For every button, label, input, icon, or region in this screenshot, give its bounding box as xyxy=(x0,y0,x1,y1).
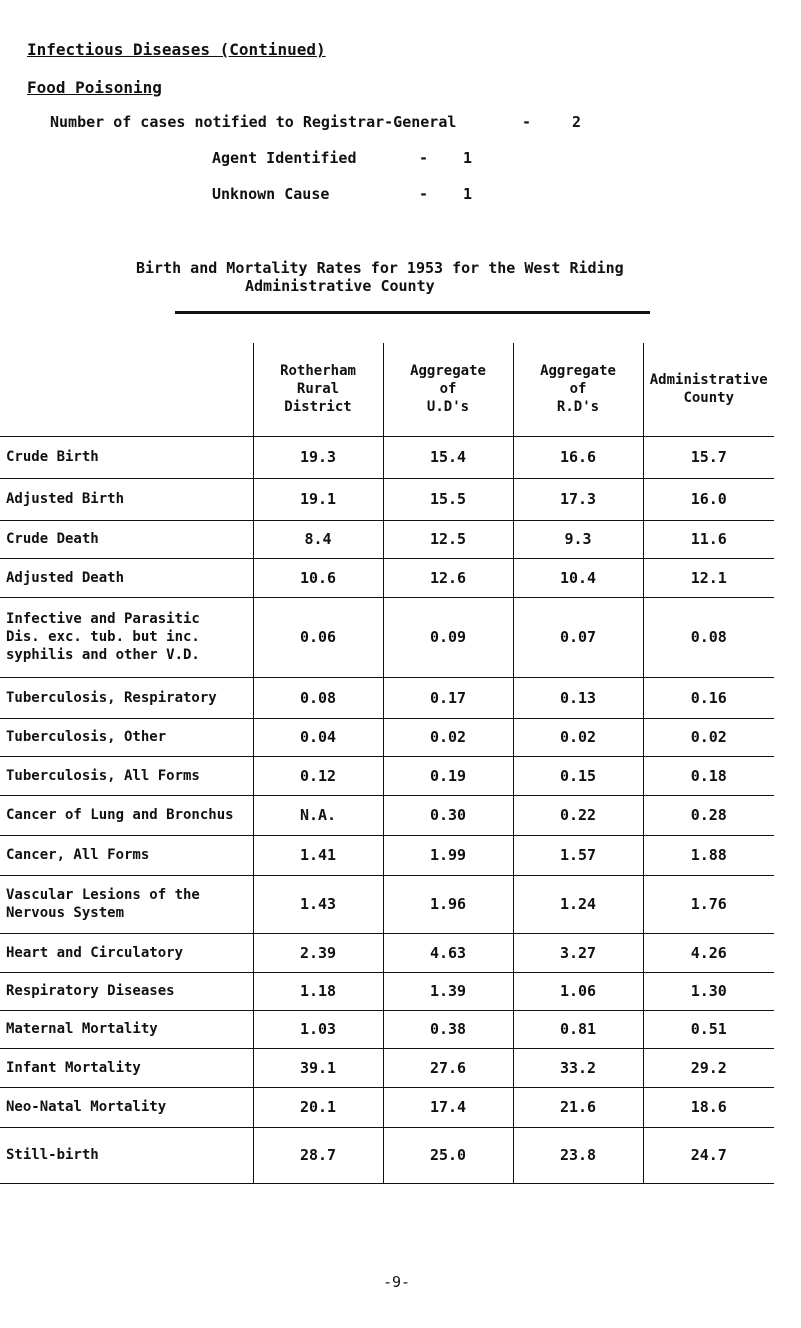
rate-value: 1.99 xyxy=(383,835,513,875)
row-label xyxy=(0,1010,253,1048)
row-label-line: Adjusted Birth xyxy=(6,491,125,507)
agent-identified-value: 1 xyxy=(463,149,473,167)
rate-value: 20.1 xyxy=(253,1087,383,1127)
rate-value: 0.28 xyxy=(643,795,774,835)
rate-value: 0.17 xyxy=(383,677,513,718)
row-label xyxy=(0,597,253,677)
cases-notified-label: Number of cases notified to Registrar-General xyxy=(50,113,457,131)
row-label-line: Tuberculosis, All Forms xyxy=(6,767,200,784)
rate-value: 17.4 xyxy=(383,1087,513,1127)
row-label-line: Adjusted Death xyxy=(6,569,125,586)
rate-value: 0.19 xyxy=(383,756,513,795)
row-label xyxy=(0,1048,253,1087)
table-row xyxy=(0,835,774,875)
column-header xyxy=(513,343,643,436)
rate-value: 0.02 xyxy=(383,718,513,756)
rate-value: 4.63 xyxy=(383,933,513,972)
rate-value: 0.51 xyxy=(643,1010,774,1048)
row-label-line: Dis. exc. tub. but inc. xyxy=(6,629,200,645)
rates-title-line1: Birth and Mortality Rates for 1953 for the West Riding xyxy=(136,259,624,277)
rate-value: 0.09 xyxy=(383,597,513,677)
table-row xyxy=(0,520,774,558)
rate-value: 25.0 xyxy=(383,1127,513,1183)
rate-value: 0.12 xyxy=(253,756,383,795)
rate-value: 15.4 xyxy=(383,436,513,478)
rate-value: 12.1 xyxy=(643,558,774,597)
column-header xyxy=(253,343,383,436)
rate-value: 1.43 xyxy=(253,875,383,933)
row-label-line: Respiratory Diseases xyxy=(6,983,175,999)
row-label xyxy=(0,478,253,520)
table-row xyxy=(0,478,774,520)
page-number: -9- xyxy=(383,1273,411,1291)
unknown-cause-label: Unknown Cause xyxy=(212,185,330,203)
rate-value: 1.03 xyxy=(253,1010,383,1048)
column-header-line: R.D's xyxy=(556,399,600,416)
row-label xyxy=(0,1087,253,1127)
rate-value: 4.26 xyxy=(643,933,774,972)
rate-value: 0.02 xyxy=(643,718,774,756)
rate-value: 10.6 xyxy=(253,558,383,597)
rate-value: 19.1 xyxy=(253,478,383,520)
column-header-line: U.D's xyxy=(426,399,470,416)
rate-value: 1.57 xyxy=(513,835,643,875)
row-label-line: Crude Death xyxy=(6,531,99,547)
rate-value: 18.6 xyxy=(643,1087,774,1127)
section-heading: Infectious Diseases (Continued) xyxy=(27,40,326,59)
rate-value: 12.6 xyxy=(383,558,513,597)
unknown-cause-dash: - xyxy=(419,185,429,203)
row-label-line: Vascular Lesions of the xyxy=(6,887,200,903)
unknown-cause-value: 1 xyxy=(463,185,473,203)
table-row xyxy=(0,875,774,933)
row-label-line: Tuberculosis, Respiratory xyxy=(6,689,217,706)
table-row xyxy=(0,1087,774,1127)
rate-value: 1.39 xyxy=(383,972,513,1010)
rate-value: 0.15 xyxy=(513,756,643,795)
row-label-line: Crude Birth xyxy=(6,449,99,465)
rate-value: 21.6 xyxy=(513,1087,643,1127)
rates-table xyxy=(0,343,774,1184)
rate-value: 1.96 xyxy=(383,875,513,933)
table-row xyxy=(0,1010,774,1048)
rate-value: 15.5 xyxy=(383,478,513,520)
row-label xyxy=(0,718,253,756)
rate-value: 33.2 xyxy=(513,1048,643,1087)
table-row xyxy=(0,756,774,795)
header-blank-cell xyxy=(0,343,253,436)
rate-value: 19.3 xyxy=(253,436,383,478)
row-label-line: Tuberculosis, Other xyxy=(6,729,167,745)
rate-value: 0.16 xyxy=(643,677,774,718)
rate-value: 0.06 xyxy=(253,597,383,677)
column-header-line: Aggregate xyxy=(540,363,616,380)
rate-value: 15.7 xyxy=(643,436,774,478)
row-label-line: Infant Mortality xyxy=(6,1059,141,1076)
rate-value: 1.41 xyxy=(253,835,383,875)
row-label xyxy=(0,558,253,597)
row-label xyxy=(0,1127,253,1183)
rate-value: 29.2 xyxy=(643,1048,774,1087)
row-label-line: Infective and Parasitic xyxy=(6,611,200,627)
rate-value: 0.08 xyxy=(643,597,774,677)
table-header-row xyxy=(0,343,774,436)
rate-value: 2.39 xyxy=(253,933,383,972)
column-header-line: District xyxy=(284,399,352,416)
rate-value: 10.4 xyxy=(513,558,643,597)
row-label-line: Still-birth xyxy=(6,1147,99,1163)
rate-value: 0.18 xyxy=(643,756,774,795)
table-row xyxy=(0,558,774,597)
rate-value: 27.6 xyxy=(383,1048,513,1087)
rate-value: 1.88 xyxy=(643,835,774,875)
rate-value: 23.8 xyxy=(513,1127,643,1183)
rate-value: 8.4 xyxy=(253,520,383,558)
cases-notified-dash: - xyxy=(522,113,532,131)
table-row xyxy=(0,677,774,718)
rate-value: 24.7 xyxy=(643,1127,774,1183)
rate-value: 16.6 xyxy=(513,436,643,478)
rate-value: 1.76 xyxy=(643,875,774,933)
title-underline xyxy=(175,311,650,314)
table-row xyxy=(0,1048,774,1087)
rate-value: 0.38 xyxy=(383,1010,513,1048)
table-row xyxy=(0,972,774,1010)
row-label-line: Neo-Natal Mortality xyxy=(6,1099,167,1115)
column-header-line: Administrative xyxy=(649,372,768,389)
rate-value: 0.08 xyxy=(253,677,383,718)
rate-value: 1.24 xyxy=(513,875,643,933)
rate-value: N.A. xyxy=(253,795,383,835)
rate-value: 9.3 xyxy=(513,520,643,558)
row-label xyxy=(0,972,253,1010)
rate-value: 0.30 xyxy=(383,795,513,835)
row-label xyxy=(0,933,253,972)
row-label-line: syphilis and other V.D. xyxy=(6,647,200,663)
table-row xyxy=(0,795,774,835)
column-header-line: Rural xyxy=(296,381,340,398)
table-row xyxy=(0,597,774,677)
column-header-line: of xyxy=(569,381,587,398)
rate-value: 11.6 xyxy=(643,520,774,558)
row-label-line: Maternal Mortality xyxy=(6,1021,158,1037)
column-header xyxy=(383,343,513,436)
rate-value: 28.7 xyxy=(253,1127,383,1183)
column-header xyxy=(643,343,774,436)
column-header-line: Rotherham xyxy=(280,363,356,380)
row-label xyxy=(0,835,253,875)
cases-notified-value: 2 xyxy=(572,113,582,131)
rate-value: 0.02 xyxy=(513,718,643,756)
rate-value: 1.06 xyxy=(513,972,643,1010)
row-label-line: Cancer of Lung and Bronchus xyxy=(6,807,234,823)
rate-value: 17.3 xyxy=(513,478,643,520)
table-row xyxy=(0,718,774,756)
rate-value: 0.07 xyxy=(513,597,643,677)
row-label xyxy=(0,520,253,558)
row-label-line: Nervous System xyxy=(6,905,125,921)
row-label xyxy=(0,795,253,835)
row-label xyxy=(0,875,253,933)
table-row xyxy=(0,1127,774,1183)
column-header-line: of xyxy=(439,381,457,398)
row-label-line: Heart and Circulatory xyxy=(6,944,184,961)
rate-value: 0.04 xyxy=(253,718,383,756)
rates-title-line2: Administrative County xyxy=(245,277,435,295)
rate-value: 0.81 xyxy=(513,1010,643,1048)
agent-identified-label: Agent Identified xyxy=(212,149,357,167)
agent-identified-dash: - xyxy=(419,149,429,167)
row-label xyxy=(0,756,253,795)
rate-value: 1.18 xyxy=(253,972,383,1010)
rate-value: 0.22 xyxy=(513,795,643,835)
rate-value: 1.30 xyxy=(643,972,774,1010)
row-label-line: Cancer, All Forms xyxy=(6,847,150,863)
rate-value: 39.1 xyxy=(253,1048,383,1087)
rate-value: 12.5 xyxy=(383,520,513,558)
rate-value: 3.27 xyxy=(513,933,643,972)
row-label xyxy=(0,436,253,478)
table-row xyxy=(0,933,774,972)
food-poisoning-subheading: Food Poisoning xyxy=(27,78,162,97)
rate-value: 16.0 xyxy=(643,478,774,520)
table-row xyxy=(0,436,774,478)
row-label xyxy=(0,677,253,718)
rate-value: 0.13 xyxy=(513,677,643,718)
column-header-line: County xyxy=(683,390,735,407)
column-header-line: Aggregate xyxy=(410,363,486,380)
